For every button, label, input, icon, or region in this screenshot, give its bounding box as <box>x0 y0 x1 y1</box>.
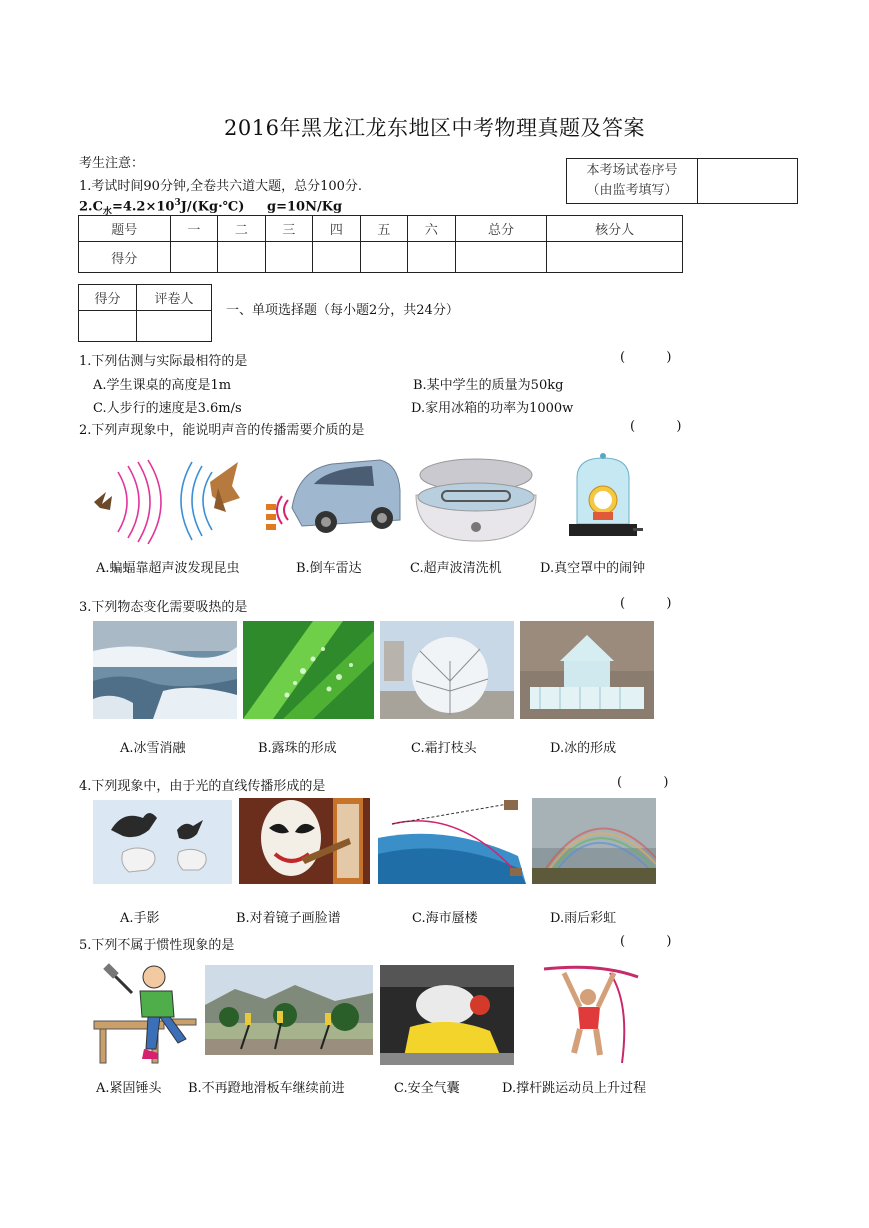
seat-number-field[interactable] <box>698 159 798 204</box>
question-3-stem: 3.下列物态变化需要吸热的是 <box>79 600 248 615</box>
question-2-answer-paren[interactable]: ( ) <box>630 419 682 434</box>
frost-branches-image <box>380 621 514 719</box>
scooter-coasting-image <box>205 965 373 1055</box>
notice-heading: 考生注意： <box>79 156 145 171</box>
dew-drops-image <box>243 621 374 719</box>
notice-line-2-suffix: J/(Kg·℃) g=10N/Kg <box>180 199 343 215</box>
airbag-image <box>380 965 514 1065</box>
score-cell[interactable] <box>218 242 266 273</box>
ultrasonic-cleaner-image <box>412 455 540 545</box>
question-4-caption-c: C.海市蜃楼 <box>412 911 478 926</box>
question-1-option-d: D.家用冰箱的功率为1000w <box>411 401 574 416</box>
question-3-caption-c: C.霜打枝头 <box>411 741 477 756</box>
page-title: 2016年黑龙江龙东地区中考物理真题及答案 <box>224 116 645 140</box>
score-header: 核分人 <box>547 216 683 242</box>
ultrasonic-cleaner-illustration <box>412 455 540 545</box>
question-4-caption-b: B.对着镜子画脸谱 <box>236 911 341 926</box>
seat-number-box <box>566 158 798 204</box>
alarm-bell-vacuum-jar-image <box>563 452 643 544</box>
rainbow-illustration <box>532 798 656 884</box>
face-painting-mirror-illustration <box>239 798 370 884</box>
question-2-caption-c: C.超声波清洗机 <box>410 561 502 576</box>
question-1-option-c: C.人步行的速度是3.6m/s <box>93 401 242 416</box>
score-header: 题号 <box>79 216 171 242</box>
melting-snow-illustration <box>93 621 237 719</box>
ice-sculpture-image <box>520 621 654 719</box>
notice-line-2-sub: 水 <box>102 206 112 217</box>
score-cell[interactable] <box>360 242 408 273</box>
car-reversing-radar-image <box>262 450 402 545</box>
section-1-heading: 一、单项选择题（每小题2分，共24分） <box>226 303 459 318</box>
bat-ultrasound-illustration <box>92 452 240 544</box>
grader-box <box>78 284 212 342</box>
grader-score-label: 得分 <box>79 285 137 311</box>
notice-line-2-mid: =4.2×10 <box>111 199 175 215</box>
notice-line-2-prefix: 2.C <box>79 199 103 215</box>
grader-name-label: 评卷人 <box>137 285 212 311</box>
notice-line-2-sup: 3 <box>174 198 181 208</box>
dew-drops-illustration <box>243 621 374 719</box>
score-table <box>78 215 683 273</box>
score-cell[interactable] <box>455 242 547 273</box>
question-4-answer-paren[interactable]: ( ) <box>617 775 669 790</box>
hammer-tightening-illustration <box>92 963 200 1066</box>
face-painting-mirror-image <box>239 798 370 884</box>
ice-sculpture-illustration <box>520 621 654 719</box>
question-2-stem: 2.下列声现象中，能说明声音的传播需要介质的是 <box>79 423 365 438</box>
hand-shadow-image <box>93 800 232 884</box>
frost-branches-illustration <box>380 621 514 719</box>
seat-number-label-line1: 本考场试卷序号 <box>586 163 678 178</box>
question-1-stem: 1.下列估测与实际最相符的是 <box>79 354 248 369</box>
score-cell[interactable] <box>170 242 218 273</box>
question-2-caption-a: A.蝙蝠靠超声波发现昆虫 <box>96 561 240 576</box>
question-5-caption-c: C.安全气囊 <box>394 1081 460 1096</box>
question-5-caption-d: D.撑杆跳运动员上升过程 <box>502 1081 647 1096</box>
pole-vault-image <box>540 963 642 1066</box>
question-5-stem: 5.下列不属于惯性现象的是 <box>79 938 235 953</box>
bat-ultrasound-image <box>92 452 240 544</box>
question-5-answer-paren[interactable]: ( ) <box>620 934 672 949</box>
question-3-caption-b: B.露珠的形成 <box>258 741 337 756</box>
rainbow-image <box>532 798 656 884</box>
question-1-answer-paren[interactable]: ( ) <box>620 350 672 365</box>
airbag-illustration <box>380 965 514 1065</box>
seat-number-label <box>567 159 698 204</box>
score-cell[interactable] <box>547 242 683 273</box>
question-3-caption-a: A.冰雪消融 <box>120 741 186 756</box>
score-header: 三 <box>265 216 313 242</box>
score-header: 总分 <box>455 216 547 242</box>
grader-name-cell[interactable] <box>137 311 212 342</box>
question-5-caption-a: A.紧固锤头 <box>96 1081 162 1096</box>
hammer-tightening-image <box>92 963 200 1066</box>
grader-score-cell[interactable] <box>79 311 137 342</box>
question-4-caption-d: D.雨后彩虹 <box>550 911 617 926</box>
score-row-label: 得分 <box>79 242 171 273</box>
notice-line-1: 1.考试时间90分钟,全卷共六道大题，总分100分. <box>79 179 363 194</box>
hand-shadow-illustration <box>93 800 232 884</box>
score-cell[interactable] <box>265 242 313 273</box>
question-3-answer-paren[interactable]: ( ) <box>620 596 672 611</box>
question-1-option-a: A.学生课桌的高度是1m <box>93 378 232 393</box>
pole-vault-illustration <box>540 963 642 1066</box>
alarm-bell-vacuum-jar-illustration <box>563 452 643 544</box>
question-2-caption-b: B.倒车雷达 <box>296 561 362 576</box>
question-4-stem: 4.下列现象中，由于光的直线传播形成的是 <box>79 779 326 794</box>
question-3-caption-d: D.冰的形成 <box>550 741 617 756</box>
score-cell[interactable] <box>408 242 456 273</box>
melting-snow-image <box>93 621 237 719</box>
score-header: 二 <box>218 216 266 242</box>
score-header: 六 <box>408 216 456 242</box>
seat-number-label-line2: （由监考填写） <box>586 183 678 198</box>
question-5-caption-b: B.不再蹬地滑板车继续前进 <box>188 1081 345 1096</box>
scooter-coasting-illustration <box>205 965 373 1055</box>
mirage-illustration <box>378 798 526 884</box>
score-header: 五 <box>360 216 408 242</box>
question-1-option-b: B.某中学生的质量为50kg <box>413 378 564 393</box>
mirage-image <box>378 798 526 884</box>
car-reversing-radar-illustration <box>262 450 402 545</box>
score-header: 四 <box>313 216 361 242</box>
question-4-caption-a: A.手影 <box>120 911 160 926</box>
score-header: 一 <box>170 216 218 242</box>
score-cell[interactable] <box>313 242 361 273</box>
question-2-caption-d: D.真空罩中的闹钟 <box>540 561 646 576</box>
